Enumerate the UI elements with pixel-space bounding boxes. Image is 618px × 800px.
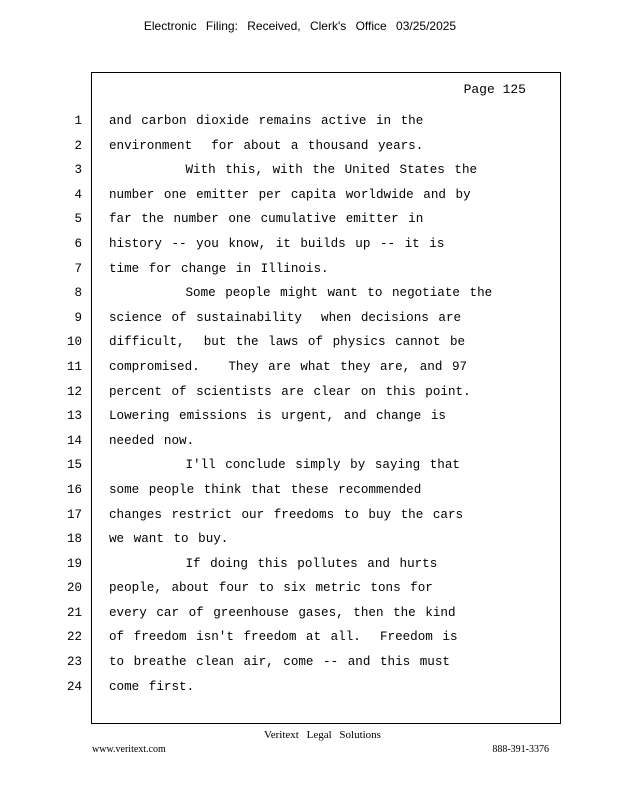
transcript-line: difficult, but the laws of physics cannot be (109, 335, 466, 350)
line-number: 8 (74, 286, 82, 301)
line-number: 1 (74, 114, 82, 128)
line-number: 13 (66, 409, 82, 424)
page-number: Page 125 (463, 82, 526, 97)
line-number: 10 (66, 335, 82, 350)
line-number: 17 (66, 507, 82, 522)
line-number: 7 (74, 261, 82, 276)
line-number: 9 (74, 310, 82, 325)
line-number: 4 (74, 187, 82, 202)
transcript-line: compromised. They are what they are, and 97 (109, 359, 468, 374)
line-number: 3 (74, 163, 82, 178)
transcript-line: of freedom isn't freedom at all. Freedom is (109, 630, 458, 645)
transcript-line: percent of scientists are clear on this point. (109, 384, 471, 399)
transcript-line: some people think that these recommended (109, 482, 422, 497)
line-number: 14 (66, 433, 82, 448)
line-number: 23 (66, 655, 82, 670)
transcript-line: Lowering emissions is urgent, and change is (109, 409, 446, 424)
transcript-line: changes restrict our freedoms to buy the cars (109, 507, 464, 522)
line-number: 11 (66, 359, 82, 374)
transcript-line: environment for about a thousand years. (109, 138, 424, 153)
line-number: 24 (66, 679, 82, 694)
line-number: 20 (66, 581, 82, 596)
transcript-text (109, 112, 492, 702)
line-number: 22 (66, 630, 82, 645)
transcript-line: Some people might want to negotiate the (109, 286, 493, 301)
footer-company: Veritext Legal Solutions (264, 729, 381, 741)
transcript-line: needed now. (109, 433, 195, 448)
line-number: 6 (74, 236, 82, 251)
line-number: 5 (74, 212, 82, 227)
transcript-line: and carbon dioxide remains active in the (109, 114, 424, 128)
transcript-line: history -- you know, it builds up -- it is (109, 236, 445, 251)
transcript-line: number one emitter per capita worldwide and by (109, 187, 471, 202)
transcript-line: every car of greenhouse gases, then the kind (109, 605, 456, 620)
line-number: 21 (66, 605, 82, 620)
transcript-line: science of sustainability when decisions are (109, 310, 462, 325)
transcript-line: With this, with the United States the (109, 163, 478, 178)
transcript-line: to breathe clean air, come -- and this must (109, 655, 450, 670)
transcript-line: time for change in Illinois. (109, 261, 329, 276)
line-number-column (50, 112, 82, 702)
line-number: 18 (66, 532, 82, 547)
footer-phone: 888-391-3376 (492, 744, 549, 755)
transcript-line: I'll conclude simply by saying that (109, 458, 460, 473)
line-number: 12 (66, 384, 82, 399)
filing-header: Electronic Filing: Received, Clerk's Office 03/25/2025 (143, 19, 457, 33)
line-number: 15 (66, 458, 82, 473)
footer-website: www.veritext.com (92, 744, 166, 755)
line-number: 16 (66, 482, 82, 497)
transcript-line: people, about four to six metric tons for (109, 581, 433, 596)
line-number: 2 (74, 138, 82, 153)
transcript-line: If doing this pollutes and hurts (109, 556, 438, 571)
transcript-line: come first. (109, 679, 195, 694)
transcript-line: far the number one cumulative emitter in (109, 212, 424, 227)
transcript-line: we want to buy. (109, 532, 229, 547)
line-number: 19 (66, 556, 82, 571)
